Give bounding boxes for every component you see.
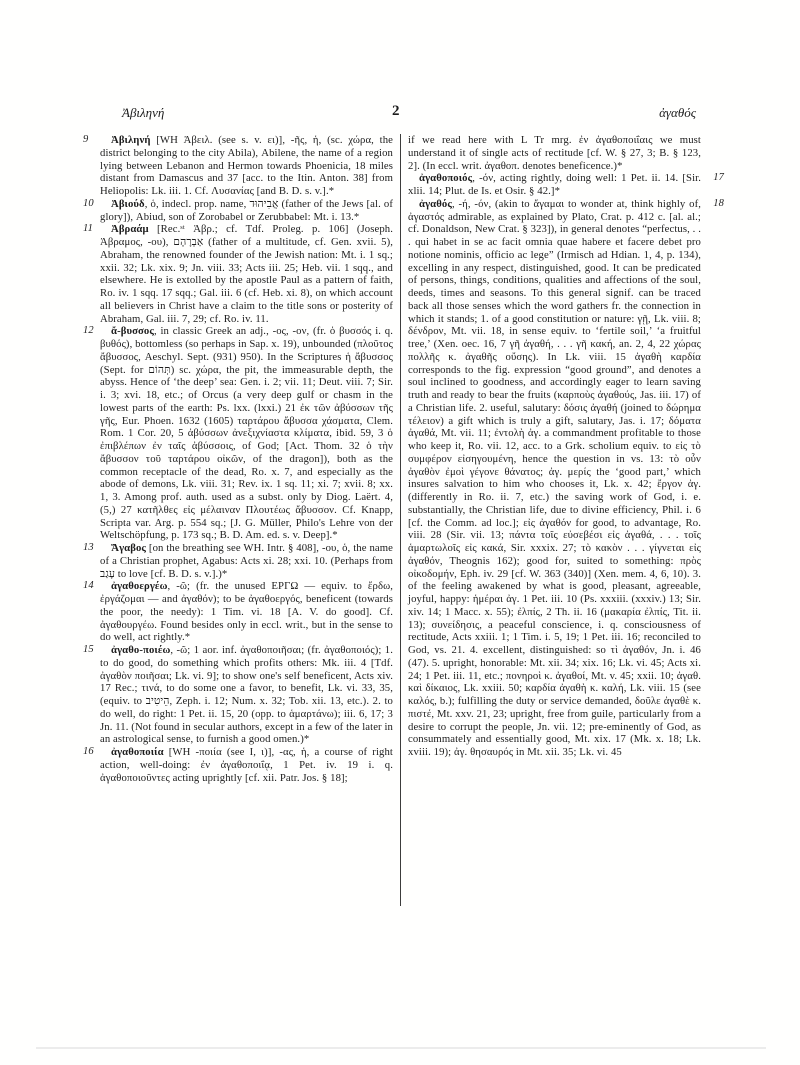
entry-body-text: [Rec.ˢᵗ Ἀβρ.; cf. Tdf. Proleg. p. 106] (Joseph. Ἀβραμος, -ου), אַבְרָהָם (father of a multitude, cf. Gen. xvii. 5), Abraham, the renowned founder of the Jewish nation: Mt. i. 1 sq.; xxii. 32; Lk. xix. 9; Jn. viii. 33; Acts iii. 25; Heb. vii. 1 sqq., and elsewhere. He is extolled by the apostle Paul as a pattern of faith, Ro. iv. 1 sqq. 17 sqq.; Gal. iii. 6 (cf. Heb. xi. 8), on which account all believers in Christ have a claim to the title sons or posterity of Abraham, Gal. iii. 7, 29; cf. Ro. iv. 11. bbox=[100, 223, 393, 325]
lexicon-entry bbox=[83, 746, 393, 784]
lexicon-entry bbox=[408, 197, 724, 759]
entry-margin-number: 16 bbox=[83, 746, 94, 757]
entry-body-text: , ὁ, indecl. prop. name, אֲבִיהוּד (father of the Jews [al. of glory]), Abiud, son of Zorobabel or Zerubbabel: Mt. i. 13.* bbox=[100, 197, 393, 223]
lexicon-entry bbox=[83, 223, 393, 325]
entry-margin-number: 15 bbox=[83, 644, 94, 655]
lexicon-entry bbox=[408, 172, 724, 198]
entry-margin-number: 13 bbox=[83, 542, 94, 553]
lexicon-entry bbox=[83, 542, 393, 580]
entry-margin-number: 18 bbox=[713, 197, 724, 209]
entry-body-text: , in classic Greek an adj., -ος, -ον, (fr. ὁ βυσσός i. q. βυθός), bottomless (so perhaps in Sap. x. 19), unbounded (πλοῦτος ἄβυσσος, Aeschyl. Sept. (931) 950). In the Scriptures ἡ ἄβυσσος (Sept. for תְּהוֹם) sc. χώρα, the pit, the immeasurable depth, the abyss. Hence of ‘the deep’ sea: Gen. i. 2; vii. 11; Deut. viii. 7; Sir. i. 3; xvi. 18, etc.; of Orcus (a very deep gulf or chasm in the lowest parts of the earth: Ps. lxx. (lxxi.) 21 ἐκ τῶν ἀβύσσων τῆς γῆς, Eur. Phoen. 1632 (1605) ταρτάρου ἄβυσσα χάσματα, Clem. Rom. 1 Cor. 20, 5 ἀβύσσων ἀνεξιχνίαστα κλίματα, ibid. 59, 3 ὁ ἐπιβλέπων ἐν ταῖς ἀβύσσοις, of God; [Act. Thom. 32 ὁ τὴν ἄβυσσον τοῦ ταρτάρου οἰκῶν, of the dragon]), both as the common receptacle of the dead, Ro. x. 7, and especially as the abode of demons, Lk. viii. 31; Rev. ix. 1 sq. 11; xi. 7; xvii. 8; xx. 1, 3. Among prof. auth. used as a subst. only by Diog. Laërt. 4, (5,) 27 κατῆλθες εἰς μέλαιναν Πλουτέως ἄβυσσον. Cf. Knapp, Scripta var. Arg. p. 554 sq.; [J. G. Müller, Philo's Lehre von der Weltschöpfung, p. 173 sq.; B. D. Am. ed. s. v. Deep].* bbox=[100, 325, 393, 542]
scan-artifact-line bbox=[36, 1047, 766, 1049]
entry-body-text: , -όν, acting rightly, doing well: 1 Pet. ii. 14. [Sir. xlii. 14; Plut. de Is. et Osir. § 42.]* bbox=[408, 172, 701, 197]
entry-margin-number: 17 bbox=[713, 172, 724, 184]
entry-headword: ἀγαθοποιός bbox=[419, 172, 473, 185]
entry-body-text: [on the breathing see WH. Intr. § 408], -ου, ὁ, the name of a Christian prophet, Agabus: Acts xi. 28; xxi. 10. (Perhaps from עָגַב to love [cf. B. D. s. v.].)* bbox=[100, 542, 393, 580]
entry-body-text: if we read here with L Tr mrg. ἐν ἀγαθοποιΐαις we must understand it of single acts of rectitude [cf. W. § 27, 3; B. § 123, 2]. (In eccl. writ. ἀγαθοπ. denotes beneficence.)* bbox=[408, 134, 701, 172]
entry-headword: ἀγαθοεργέω bbox=[111, 580, 168, 593]
entry-margin-number: 12 bbox=[83, 325, 94, 337]
entry-body-text: , -ῶ; 1 aor. inf. ἀγαθοποιῆσαι; (fr. ἀγαθοποιός); 1. to do good, do something which profits others: Mk. iii. 4 [Tdf. ἀγαθὸν ποιῆσαι; Lk. vi. 9]; to show one's self beneficent, Acts xiv. 17 Rec.; τινά, to do some one a favor, to benefit, Lk. vi. 33, 35, (equiv. to הֵיטִיב, Zeph. i. 12; Num. x. 32; Tob. xii. 13, etc.). 2. to do well, do right: 1 Pet. ii. 15, 20 (opp. to ἁμαρτάνω); iii. 6, 17; 3 Jn. 11. (Not found in secular authors, except in a few of the later in an astrological sense, to furnish a good omen.)* bbox=[100, 644, 393, 746]
lexicon-entry bbox=[83, 325, 393, 542]
entry-margin-number: 14 bbox=[83, 580, 94, 592]
text-columns bbox=[83, 134, 724, 908]
entry-body-text: , -ῶ; (fr. the unused ΕΡΓΩ — equiv. to ἔρδω, ἐργάζομαι — and ἀγαθόν); to be ἀγαθοεργός, beneficent (towards the poor, the needy): 1 Tim. vi. 18 [A. V. do good]. Cf. ἀγαθουργέω. Found besides only in eccl. writ., but in the sense to do well, act rightly.* bbox=[100, 580, 393, 644]
right-column bbox=[408, 134, 724, 908]
entry-headword: Ἀβιούδ bbox=[111, 197, 145, 210]
lexicon-entry bbox=[83, 644, 393, 746]
entry-body-text: [WH -ποιία (see Ι, ι)], -ας, ἡ, a course of right action, well-doing: ἐν ἀγαθοποιΐᾳ, 1 Pet. iv. 19 i. q. ἀγαθοποιοῦντες acting uprightly [cf. xii. Patr. Jos. § 18]; bbox=[100, 746, 393, 784]
entry-body-text: , -ή, -όν, (akin to ἄγαμαι to wonder at, think highly of, ἀγαστός admirable, as explained by Plato, Crat. p. 412 c. [al. al.; cf. Donaldson, New Crat. § 323]), in general denotes “perfectus, . . . qui habet in se ac facit omnia quae habere et facere debet pro notione nominis, officio ac lege” (Irmisch ad Hdian. 1, 4, p. 134), excelling in any respect, distinguished, good. It can be predicated of persons, things, conditions, qualities and affections of the soul, deeds, times and seasons. To this general signif. can be traced back all those senses which the word gathers fr. the connection in which it stands; 1. of a good constitution or nature: γῇ, Lk. viii. 8; δένδρον, Mt. vii. 18, in sense equiv. to ‘fertile soil,’ ‘a fruitful tree,’ (Xen. oec. 16, 7 γῆ ἀγαθή, . . . γῆ κακή, an. 2, 4, 22 χώρας πολλῆς κ. ἀγαθῆς οὔσης). In Lk. viii. 15 ἀγαθὴ καρδία corresponds to the fig. expression “good ground”, and denotes a soul inclined to goodness, and accordingly eager to learn saving truth and ready to bear the fruits (καρποὺς ἀγαθούς, Jas. iii. 17) of a Christian life. 2. useful, salutary: δόσις ἀγαθή (joined to δώρημα τέλειον) a gift which is truly a gift, salutary, Jas. i. 17; δόματα ἀγαθά, Mt. vii. 11; ἐντολὴ ἀγ. a commandment profitable to those who keep it, Ro. vii. 12, acc. to a Grk. scholium equiv. to εἰς τὸ συμφέρον εἰσηγουμένη, hence the question in vs. 13: τὸ οὖν ἀγαθὸν ἐμοὶ γέγονε θάνατος; ἀγ. μερίς the ‘good part,’ which insures salvation to him who chooses it, Lk. x. 42; ἔργον ἀγ. (differently in Ro. ii. 7, etc.) the saving work of God, i. e. substantially, the Christian life, due to divine efficiency, Phil. i. 6 [cf. the Comm. ad loc.]; εἰς ἀγαθόν for good, to advantage, Ro. viii. 28 (Sir. vii. 13; πάντα τοῖς εὐσεβέσι εἰς ἀγαθά, . . . τοῖς ἁμαρτωλοῖς εἰς κακά, Sir. xxxix. 27; τὸ κακὸν . . . γίγνεται εἰς ἀγαθόν, Theognis 162); good for, suited to something: πρὸς οἰκοδομήν, Eph. iv. 29 [cf. W. 363 (340)] (Xen. mem. 4, 6, 10). 3. of the feeling awakened by what is good, pleasant, agreeable, joyful, happy: ἡμέραι ἀγ. 1 Pet. iii. 10 (Ps. xxxiii. (xxxiv.) 13; Sir. xiv. 14; 1 Macc. x. 55); ἐλπίς, 2 Th. ii. 16 (μακαρία ἐλπίς, Tit. ii. 13); συνείδησις, a peaceful conscience, i. q. consciousness of rectitude, Acts xxiii. 1; 1 Tim. i. 5, 19; 1 Pet. iii. 16; reconciled to God, vs. 21. 4. excellent, distinguished: so τὶ ἀγαθόν, Jn. i. 46 (47). 5. upright, honorable: Mt. xii. 34; xix. 16; Lk. vi. 45; Acts xi. 24; 1 Pet. iii. 11, etc.; πονηροὶ κ. ἀγαθοί, Mt. v. 45; xxii. 10; ἀγαθ. καὶ δίκαιος, Lk. xxiii. 50; καρδία ἀγαθὴ κ. καλή, Lk. viii. 15 (see καλός, b.); fulfilling the duty or service demanded, δοῦλε ἀγαθὲ κ. πιστέ, Mt. xxv. 21, 23; upright, free from guile, particularly from a desire to corrupt the people, Jn. vii. 12; pre-eminently of God, as consummately and essentially good, Mt. xix. 17 (Mk. x. 18; Lk. xviii. 19); ἀγ. θησαυρός in Mt. xii. 35; Lk. vi. 45 bbox=[408, 197, 701, 758]
entry-headword: Ἀβιληνή bbox=[111, 134, 151, 146]
page-number: 2 bbox=[392, 103, 400, 119]
entry-margin-number: 11 bbox=[83, 223, 93, 235]
entry-headword: ἀγαθο-ποιέω bbox=[111, 644, 171, 656]
entry-headword: ἄ-βυσσος bbox=[111, 325, 154, 338]
entry-margin-number: 10 bbox=[83, 197, 94, 209]
entry-continuation bbox=[408, 134, 701, 172]
entry-headword: ἀγαθός bbox=[419, 197, 452, 210]
running-head-left: Ἀβιληνή bbox=[122, 105, 165, 120]
entry-headword: Ἄγαβος bbox=[111, 542, 147, 554]
column-divider-rule bbox=[400, 134, 401, 906]
entry-headword: ἀγαθοποιία bbox=[111, 746, 164, 758]
running-head-right: ἀγαθός bbox=[659, 105, 696, 120]
lexicon-entry bbox=[83, 580, 393, 644]
lexicon-entry bbox=[83, 197, 393, 224]
entry-margin-number: 9 bbox=[83, 134, 89, 145]
lexicon-entry bbox=[83, 134, 393, 198]
entry-body-text: [WH Ἀβειλ. (see s. v. ει)], -ῆς, ἡ, (sc. χώρα, the district belonging to the city Abila), Abilene, the name of a region lying between Lebanon and Hermon towards Phoenicia, 18 miles distant from Damascus and 37 [acc. to the Itin. Anton. 38] from Heliopolis: Lk. iii. 1. Cf. Λυσανίας [and B. D. s. v.].* bbox=[100, 134, 393, 197]
left-column bbox=[83, 134, 393, 908]
entry-headword: Ἀβραάμ bbox=[111, 223, 149, 236]
